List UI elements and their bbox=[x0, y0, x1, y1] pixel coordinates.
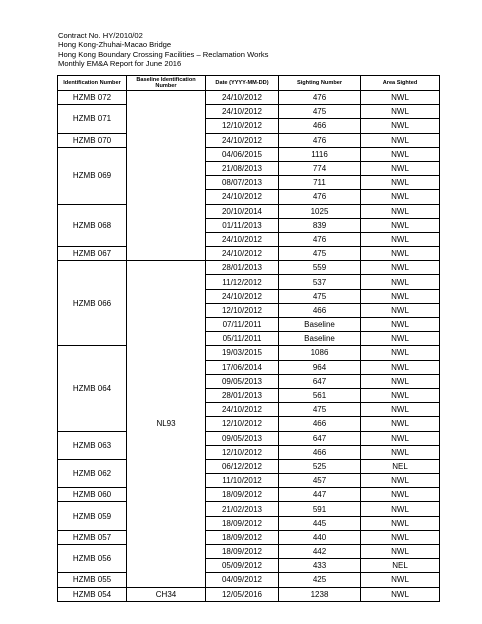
identification-number-cell: HZMB 064 bbox=[58, 346, 127, 431]
sighting-number-cell: 647 bbox=[279, 374, 361, 388]
date-cell: 24/10/2012 bbox=[206, 133, 279, 147]
contract-number: Contract No. HY/2010/02 bbox=[58, 31, 143, 40]
sighting-number-cell: 561 bbox=[279, 388, 361, 402]
identification-number-cell: HZMB 060 bbox=[58, 488, 127, 502]
date-cell: 01/11/2013 bbox=[206, 218, 279, 232]
sighting-number-cell: 433 bbox=[279, 559, 361, 573]
identification-number-cell: HZMB 055 bbox=[58, 573, 127, 587]
sighting-number-cell: 476 bbox=[279, 91, 361, 105]
sighting-number-cell: 559 bbox=[279, 261, 361, 275]
date-cell: 21/02/2013 bbox=[206, 502, 279, 516]
table-row bbox=[58, 488, 440, 502]
identification-number-cell: HZMB 062 bbox=[58, 459, 127, 487]
area-sighted-cell: NWL bbox=[361, 303, 440, 317]
area-sighted-cell: NWL bbox=[361, 218, 440, 232]
identification-number-cell: HZMB 059 bbox=[58, 502, 127, 530]
date-cell: 19/03/2015 bbox=[206, 346, 279, 360]
sighting-number-cell: Baseline bbox=[279, 332, 361, 346]
baseline-cell-ch34: CH34 bbox=[127, 587, 206, 601]
table-header-row bbox=[58, 76, 440, 91]
col-header-sighting: Sighting Number bbox=[279, 76, 361, 91]
date-cell: 18/09/2012 bbox=[206, 488, 279, 502]
date-cell: 09/05/2013 bbox=[206, 431, 279, 445]
sighting-number-cell: 476 bbox=[279, 190, 361, 204]
table-row bbox=[58, 545, 440, 559]
date-cell: 18/09/2012 bbox=[206, 545, 279, 559]
sighting-number-cell: 475 bbox=[279, 105, 361, 119]
sighting-table bbox=[57, 75, 440, 602]
sighting-number-cell: 475 bbox=[279, 289, 361, 303]
date-cell: 11/10/2012 bbox=[206, 474, 279, 488]
identification-number-cell: HZMB 071 bbox=[58, 105, 127, 133]
identification-number-cell: HZMB 070 bbox=[58, 133, 127, 147]
area-sighted-cell: NEL bbox=[361, 459, 440, 473]
table-row bbox=[58, 204, 440, 218]
report-title: Monthly EM&A Report for June 2016 bbox=[58, 59, 182, 69]
sighting-number-cell: 425 bbox=[279, 573, 361, 587]
table-row bbox=[58, 587, 440, 601]
sighting-number-cell: 1086 bbox=[279, 346, 361, 360]
date-cell: 05/11/2011 bbox=[206, 332, 279, 346]
baseline-cell-blank bbox=[127, 91, 206, 261]
table-row bbox=[58, 247, 440, 261]
area-sighted-cell: NWL bbox=[361, 119, 440, 133]
sighting-number-cell: 1025 bbox=[279, 204, 361, 218]
table-row bbox=[58, 261, 440, 275]
identification-number-cell: HZMB 063 bbox=[58, 431, 127, 459]
area-sighted-cell: NWL bbox=[361, 190, 440, 204]
date-cell: 12/10/2012 bbox=[206, 119, 279, 133]
sighting-number-cell: 440 bbox=[279, 530, 361, 544]
date-cell: 09/05/2013 bbox=[206, 374, 279, 388]
date-cell: 06/12/2012 bbox=[206, 459, 279, 473]
table-body bbox=[58, 91, 440, 602]
identification-number-cell: HZMB 068 bbox=[58, 204, 127, 247]
col-header-area: Area Sighted bbox=[361, 76, 440, 91]
table-row bbox=[58, 459, 440, 473]
sighting-number-cell: 466 bbox=[279, 303, 361, 317]
table-row bbox=[58, 91, 440, 105]
sighting-number-cell: 525 bbox=[279, 459, 361, 473]
area-sighted-cell: NWL bbox=[361, 204, 440, 218]
area-sighted-cell: NWL bbox=[361, 147, 440, 161]
area-sighted-cell: NWL bbox=[361, 516, 440, 530]
sighting-number-cell: 442 bbox=[279, 545, 361, 559]
date-cell: 12/10/2012 bbox=[206, 303, 279, 317]
area-sighted-cell: NWL bbox=[361, 445, 440, 459]
date-cell: 17/06/2014 bbox=[206, 360, 279, 374]
area-sighted-cell: NWL bbox=[361, 403, 440, 417]
sighting-number-cell: 591 bbox=[279, 502, 361, 516]
sighting-number-cell: 1116 bbox=[279, 147, 361, 161]
area-sighted-cell: NWL bbox=[361, 133, 440, 147]
date-cell: 24/10/2012 bbox=[206, 105, 279, 119]
col-header-baseline: Baseline Identification Number bbox=[127, 76, 206, 91]
sighting-number-cell: 537 bbox=[279, 275, 361, 289]
document-header bbox=[58, 31, 268, 69]
area-sighted-cell: NWL bbox=[361, 502, 440, 516]
sighting-number-cell: 466 bbox=[279, 417, 361, 431]
date-cell: 28/01/2013 bbox=[206, 261, 279, 275]
sighting-number-cell: 711 bbox=[279, 176, 361, 190]
identification-number-cell: HZMB 057 bbox=[58, 530, 127, 544]
area-sighted-cell: NWL bbox=[361, 247, 440, 261]
area-sighted-cell: NWL bbox=[361, 488, 440, 502]
date-cell: 24/10/2012 bbox=[206, 190, 279, 204]
sighting-number-cell: 475 bbox=[279, 403, 361, 417]
sighting-number-cell: 445 bbox=[279, 516, 361, 530]
table-row bbox=[58, 346, 440, 360]
identification-number-cell: HZMB 056 bbox=[58, 545, 127, 573]
date-cell: 18/09/2012 bbox=[206, 516, 279, 530]
area-sighted-cell: NWL bbox=[361, 587, 440, 601]
sighting-number-cell: 476 bbox=[279, 133, 361, 147]
sighting-number-cell: 839 bbox=[279, 218, 361, 232]
sighting-number-cell: 466 bbox=[279, 445, 361, 459]
date-cell: 12/10/2012 bbox=[206, 417, 279, 431]
area-sighted-cell: NWL bbox=[361, 232, 440, 246]
col-header-id: Identification Number bbox=[58, 76, 127, 91]
area-sighted-cell: NWL bbox=[361, 261, 440, 275]
date-cell: 21/08/2013 bbox=[206, 161, 279, 175]
date-cell: 24/10/2012 bbox=[206, 289, 279, 303]
identification-number-cell: HZMB 072 bbox=[58, 91, 127, 105]
area-sighted-cell: NWL bbox=[361, 176, 440, 190]
baseline-cell-nl93: NL93 bbox=[127, 261, 206, 587]
area-sighted-cell: NWL bbox=[361, 573, 440, 587]
area-sighted-cell: NWL bbox=[361, 346, 440, 360]
sighting-number-cell: 457 bbox=[279, 474, 361, 488]
area-sighted-cell: NWL bbox=[361, 105, 440, 119]
area-sighted-cell: NWL bbox=[361, 360, 440, 374]
project-name: Hong Kong-Zhuhai-Macao Bridge bbox=[58, 40, 172, 50]
project-subtitle: Hong Kong Boundary Crossing Facilities – Reclamation Works bbox=[58, 49, 269, 59]
area-sighted-cell: NWL bbox=[361, 431, 440, 445]
sighting-number-cell: 447 bbox=[279, 488, 361, 502]
area-sighted-cell: NWL bbox=[361, 374, 440, 388]
date-cell: 24/10/2012 bbox=[206, 247, 279, 261]
sighting-number-cell: 647 bbox=[279, 431, 361, 445]
date-cell: 24/10/2012 bbox=[206, 403, 279, 417]
identification-number-cell: HZMB 069 bbox=[58, 147, 127, 204]
area-sighted-cell: NWL bbox=[361, 388, 440, 402]
table-row bbox=[58, 530, 440, 544]
table-row bbox=[58, 133, 440, 147]
sighting-number-cell: 964 bbox=[279, 360, 361, 374]
sighting-number-cell: 475 bbox=[279, 247, 361, 261]
area-sighted-cell: NEL bbox=[361, 559, 440, 573]
sighting-number-cell: 774 bbox=[279, 161, 361, 175]
area-sighted-cell: NWL bbox=[361, 332, 440, 346]
date-cell: 20/10/2014 bbox=[206, 204, 279, 218]
sighting-number-cell: 476 bbox=[279, 232, 361, 246]
date-cell: 08/07/2013 bbox=[206, 176, 279, 190]
date-cell: 12/10/2012 bbox=[206, 445, 279, 459]
area-sighted-cell: NWL bbox=[361, 161, 440, 175]
table-row bbox=[58, 147, 440, 161]
table-row bbox=[58, 502, 440, 516]
sighting-number-cell: Baseline bbox=[279, 318, 361, 332]
table-row bbox=[58, 105, 440, 119]
date-cell: 24/10/2012 bbox=[206, 232, 279, 246]
sighting-number-cell: 1238 bbox=[279, 587, 361, 601]
area-sighted-cell: NWL bbox=[361, 275, 440, 289]
col-header-date: Date (YYYY-MM-DD) bbox=[206, 76, 279, 91]
date-cell: 07/11/2011 bbox=[206, 318, 279, 332]
date-cell: 12/05/2016 bbox=[206, 587, 279, 601]
area-sighted-cell: NWL bbox=[361, 318, 440, 332]
identification-number-cell: HZMB 067 bbox=[58, 247, 127, 261]
area-sighted-cell: NWL bbox=[361, 474, 440, 488]
date-cell: 18/09/2012 bbox=[206, 530, 279, 544]
table-row bbox=[58, 573, 440, 587]
date-cell: 04/09/2012 bbox=[206, 573, 279, 587]
area-sighted-cell: NWL bbox=[361, 545, 440, 559]
sighting-number-cell: 466 bbox=[279, 119, 361, 133]
date-cell: 24/10/2012 bbox=[206, 91, 279, 105]
area-sighted-cell: NWL bbox=[361, 91, 440, 105]
identification-number-cell: HZMB 066 bbox=[58, 261, 127, 346]
identification-number-cell: HZMB 054 bbox=[58, 587, 127, 601]
date-cell: 04/06/2015 bbox=[206, 147, 279, 161]
area-sighted-cell: NWL bbox=[361, 530, 440, 544]
date-cell: 11/12/2012 bbox=[206, 275, 279, 289]
table-row bbox=[58, 431, 440, 445]
date-cell: 05/09/2012 bbox=[206, 559, 279, 573]
area-sighted-cell: NWL bbox=[361, 417, 440, 431]
area-sighted-cell: NWL bbox=[361, 289, 440, 303]
date-cell: 28/01/2013 bbox=[206, 388, 279, 402]
